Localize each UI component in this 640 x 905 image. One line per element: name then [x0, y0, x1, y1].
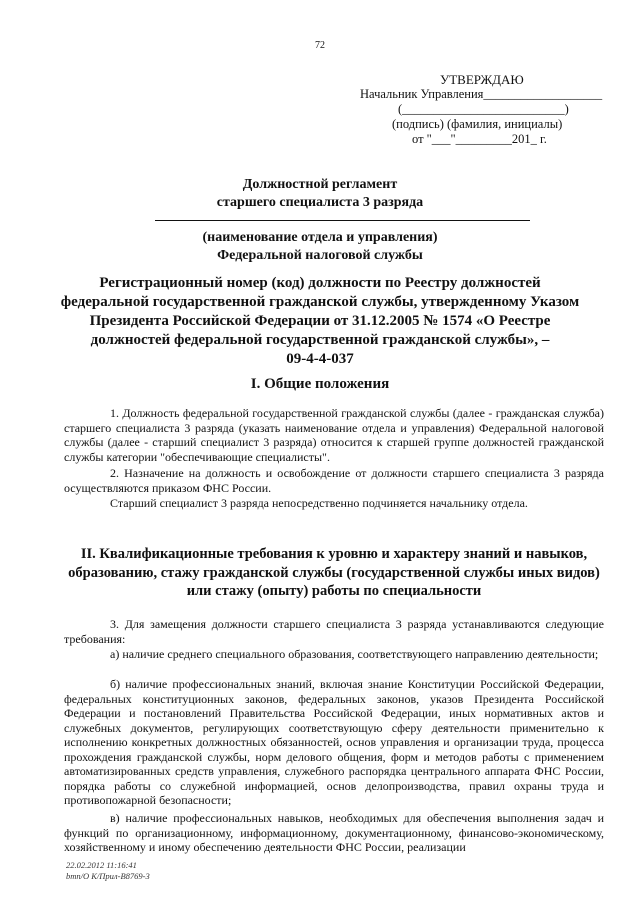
paragraph-2-subordination: Старший специалист 3 разряда непосредственно подчиняется начальнику отдела. — [110, 496, 528, 510]
registration-number-block: Регистрационный номер (код) должности по Реестру должностей федеральной государственной гражданской службы, утвержденному Указом Президента Российской Федерации от 31.12.2005 № 1574 «О Реестре должностей федеральной государственной гражданской службы», – 09-4-4-037 — [60, 275, 580, 367]
approval-signature-caption: (подпись) (фамилия, инициалы) — [392, 117, 563, 131]
blank-line — [155, 220, 530, 221]
paragraph-3b: б) наличие профессиональных знаний, включая знание Конституции Российской Федерации, федеральных конституционных законов, федеральных законов, указов Президента Российской Федерации и постановлений Правительства Российской Федерации, иных нормативных актов и служебных документов, регулирующих соответствующую сферу деятельности применительно к исполнению конкретных должностных обязанностей, основ управления и организации труда, процесса прохождения гражданской службы, норм делового общения, форм и методов работы с применением автоматизированных средств управления, служебного распорядка центрального аппарата ФНС России, порядка работы со служебной информацией, основ делопроизводства, правил охраны труда и противопожарной безопасности; — [64, 677, 604, 807]
approval-block — [360, 72, 620, 147]
paragraph-1: 1. Должность федеральной государственной гражданской службы (далее - гражданская служба) старшего специалиста 3 разряда (указать наименование отдела и управления) Федеральной налоговой службы (далее - старший специалист 3 разряда) относится к старшей группе должностей гражданской службы категории "обеспечивающие специалисты". — [64, 406, 604, 464]
paragraph-3: 3. Для замещения должности старшего специалиста 3 разряда устанавливаются следующие требования: — [64, 617, 604, 646]
paragraph-2: 2. Назначение на должность и освобождение от должности старшего специалиста 3 разряда осуществляются приказом ФНС России. — [64, 466, 604, 495]
page-number: 72 — [315, 40, 325, 51]
approval-signature-line: (__________________________) — [398, 102, 569, 116]
approval-title: УТВЕРЖДАЮ — [440, 72, 524, 87]
paragraph-3a: а) наличие среднего специального образования, соответствующего направлению деятельности; — [110, 647, 599, 661]
department-block: (наименование отдела и управления) Федеральной налоговой службы — [202, 230, 438, 263]
section-2-heading: II. Квалификационные требования к уровню и характеру знаний и навыков, образованию, стажу гражданской службы (государственной службы иных видов) или стажу (опыту) работы по специальности — [68, 546, 600, 599]
approval-position: Начальник Управления___________________ — [360, 87, 603, 101]
section-1-heading: I. Общие положения — [250, 376, 390, 392]
document-footer: 22.02.2012 11:16:41 bmn/О К/Прил-В8769-3 — [66, 860, 150, 881]
approval-date: от "___"_________201_ г. — [412, 132, 547, 146]
document-title: Должностной регламент старшего специалиста 3 разряда — [216, 177, 424, 210]
paragraph-3c: в) наличие профессиональных навыков, необходимых для обеспечения выполнения задач и функций по организационному, информационному, документационному, финансово-экономическому, хозяйственному и иному обеспечению деятельности ФНС России, реализации — [64, 811, 604, 854]
